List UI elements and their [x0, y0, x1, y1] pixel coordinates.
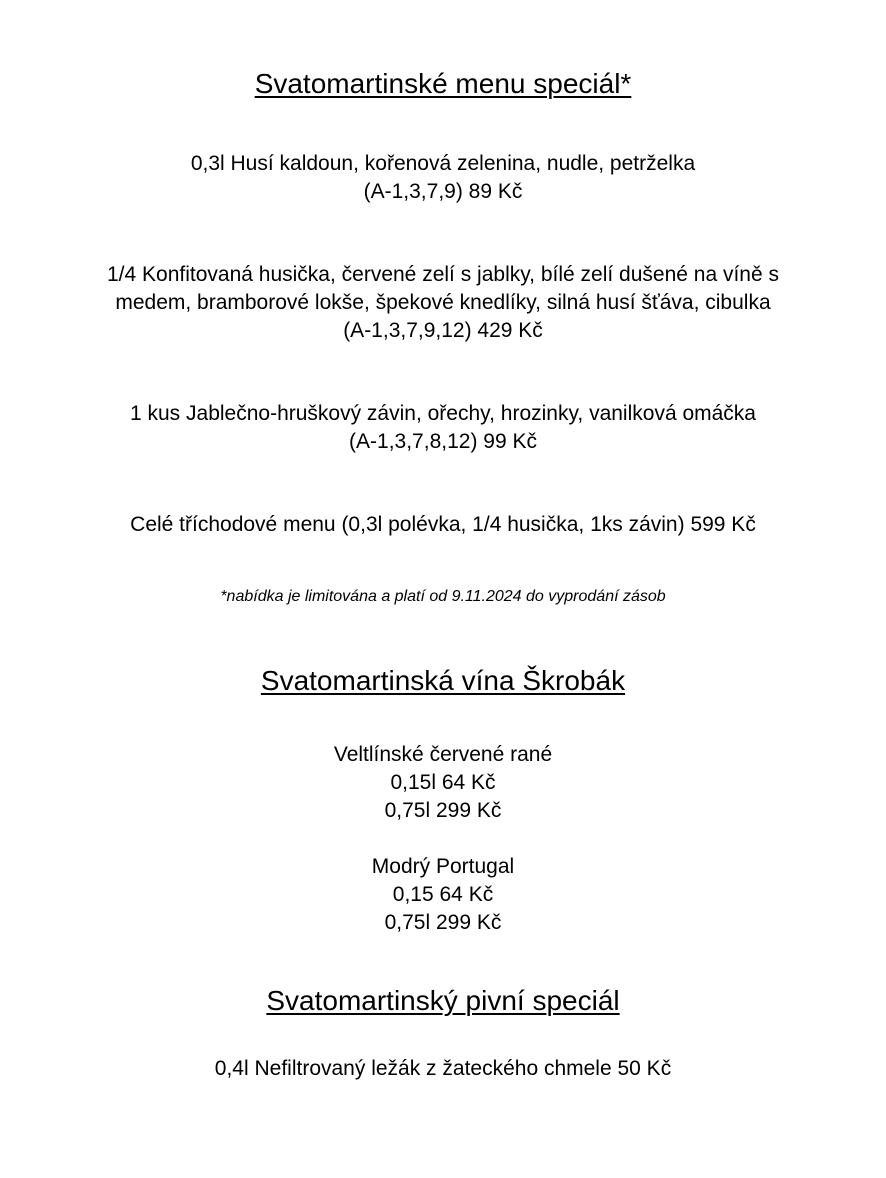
menu-item-goose-line-1: 1/4 Konfitovaná husička, červené zelí s jablky, bílé zelí dušené na víně s	[107, 263, 779, 286]
wine-1-price-small: 0,15l 64 Kč	[390, 771, 496, 794]
beer-item: 0,4l Nefiltrovaný ležák z žateckého chmele 50 Kč	[214, 1057, 672, 1080]
menu-item-strudel-line-1: 1 kus Jablečno-hruškový závin, ořechy, hrozinky, vanilková omáčka	[129, 402, 756, 425]
menu-note: *nabídka je limitována a platí od 9.11.2024 do vyprodání zásob	[220, 588, 666, 605]
menu-item-full-menu: Celé tříchodové menu (0,3l polévka, 1/4 husička, 1ks závin) 599 Kč	[130, 513, 756, 536]
menu-item-goose-line-3: (A-1,3,7,9,12) 429 Kč	[343, 319, 543, 342]
wines-title: Svatomartinská vína Škrobák	[260, 665, 626, 696]
beer-title: Svatomartinský pivní speciál	[266, 985, 620, 1016]
menu-item-strudel-line-2: (A-1,3,7,8,12) 99 Kč	[349, 430, 537, 453]
wine-1-price-bottle: 0,75l 299 Kč	[384, 799, 502, 822]
wine-2-price-bottle: 0,75l 299 Kč	[384, 911, 502, 934]
menu-title: Svatomartinské menu speciál*	[254, 68, 632, 99]
wine-2-price-small: 0,15 64 Kč	[392, 883, 494, 906]
menu-item-soup-line-2: (A-1,3,7,9) 89 Kč	[363, 180, 523, 203]
menu-item-soup-line-1: 0,3l Husí kaldoun, kořenová zelenina, nudle, petrželka	[190, 152, 696, 175]
wine-1-name: Veltlínské červené rané	[333, 743, 553, 766]
wine-2-name: Modrý Portugal	[371, 855, 515, 878]
menu-item-goose-line-2: medem, bramborové lokše, špekové knedlíky, silná husí šťáva, cibulka	[115, 291, 771, 314]
